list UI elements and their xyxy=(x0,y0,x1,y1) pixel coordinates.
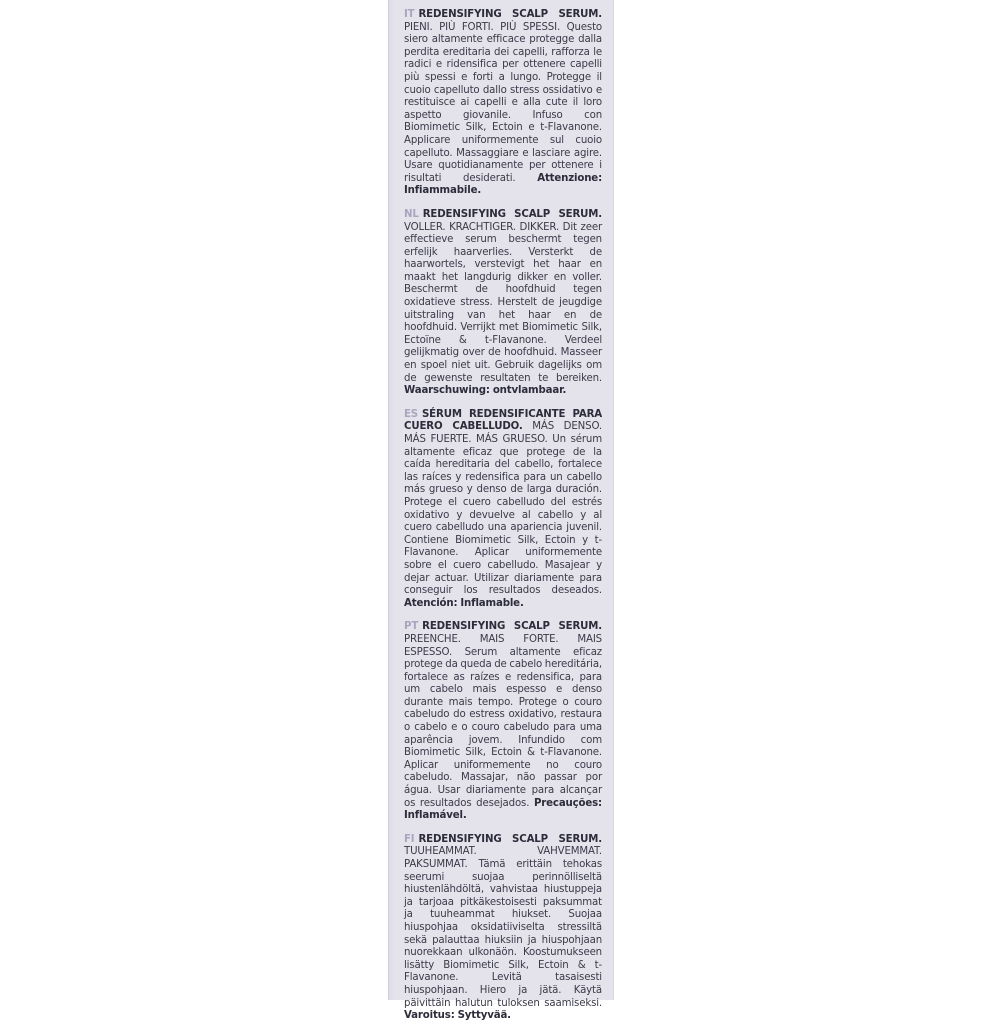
language-code: FI xyxy=(404,833,415,845)
section-fi xyxy=(404,834,602,1023)
warning-text: Attenzione: Infiammabile. xyxy=(404,172,602,197)
section-es xyxy=(404,409,602,611)
language-code: ES xyxy=(404,408,418,420)
section-heading: REDENSIFYING SCALP SERUM. xyxy=(418,9,602,20)
warning-text: Atención: Inflamable. xyxy=(404,597,524,609)
section-heading: REDENSIFYING SCALP SERUM. xyxy=(422,208,602,220)
section-pt xyxy=(404,621,602,823)
multilingual-description xyxy=(404,9,602,1034)
section-it xyxy=(404,9,602,198)
section-body: PREENCHE. MAIS FORTE. MAIS ESPESSO. Serum altamente eficaz protege da queda de cabelo hereditária, fortalece as raízes e redensifica, para um cabelo mais espesso e denso durante mais tempo. Protege o couro cabeludo do estress oxidativo, restaura o cabelo e o couro cabeludo para uma aparência jovem. Infundido com Biomimetic Silk, Ectoin & t-Flavanone. Aplicar uniformemente no couro cabeludo. Massajar, não passar por água. Usar diariamente para alcançar os resultados desejados. xyxy=(404,633,602,809)
warning-text: Waarschuwing: ontvlambaar. xyxy=(404,385,567,397)
section-nl xyxy=(404,209,602,398)
section-body: TUUHEAMMAT. VAHVEMMAT. PAKSUMMAT. Tämä erittäin tehokas seerumi suojaa perinnölliseltä hiustenlähdöltä, vahvistaa hiustuppeja ja tarjoaa pitkäkestoisesti paksummat ja tuuheammat hiukset. Suojaa hiuspohjaa oksidatiiviselta stressiltä sekä palauttaa hiuksiin ja hiuspohjaan nuorekkaan ulkonäön. Koostumukseen lisätty Biomimetic Silk, Ectoin & t-Flavanone. Levitä tasaisesti hiuspohjaan. Hiero ja jätä. Käytä päivittäin halutun tuloksen saamiseksi. xyxy=(404,846,602,1009)
language-code: NL xyxy=(404,208,419,220)
section-body: PIENI. PIÙ FORTI. PIÙ SPESSI. Questo siero altamente efficace protegge dalla perdita ereditaria dei capelli, rafforza le radici e ridensifica per ottenere capelli più spessi e forti a lungo. Protegge il cuoio capelluto dallo stress ossidativo e restituisce ai capelli e alla cute il loro aspetto giovanile. Infuso con Biomimetic Silk, Ectoin e t-Flavanone. Applicare uniformemente sul cuoio capelluto. Massaggiare e lasciare agire. Usare quotidianamente per ottenere i risultati desiderati. xyxy=(404,21,602,184)
section-heading: REDENSIFYING SCALP SERUM. xyxy=(418,833,602,845)
section-body: MÁS DENSO. MÁS FUERTE. MÁS GRUESO. Un sérum altamente eficaz que protege de la caída hereditaria del cabello, fortalece las raíces y redensifica para un cabello más grueso y denso de larga duración. Protege el cuero cabelludo del estrés oxidativo y devuelve al cabello y al cuero cabelludo una apariencia juvenil. Contiene Biomimetic Silk, Ectoin y t-Flavanone. Aplicar uniformemente sobre el cuero cabelludo. Masajear y dejar actuar. Utilizar diariamente para conseguir los resultados deseados. xyxy=(404,421,602,597)
warning-text: Varoitus: Syttyvää. xyxy=(404,1010,511,1022)
section-heading: REDENSIFYING SCALP SERUM. xyxy=(422,621,602,633)
language-code: IT xyxy=(404,9,415,20)
section-heading: SÉRUM REDENSIFICANTE PARA CUERO CABELLUDO. xyxy=(404,408,602,433)
warning-text: Precauções: Inflamável. xyxy=(404,797,602,822)
section-body: VOLLER. KRACHTIGER. DIKKER. Dit zeer effectieve serum beschermt tegen erfelijk haarverlies. Versterkt de haarwortels, verstevigt het haar en maakt het langdurig dikker en voller. Beschermt de hoofdhuid tegen oxidatieve stress. Herstelt de jeugdige uitstraling van het haar en de hoofdhuid. Verrijkt met Biomimetic Silk, Ectoïne & t-Flavanone. Verdeel gelijkmatig over de hoofdhuid. Masseer en spoel niet uit. Gebruik dagelijks om de gewenste resultaten te bereiken. xyxy=(404,221,602,384)
language-code: PT xyxy=(404,621,419,633)
